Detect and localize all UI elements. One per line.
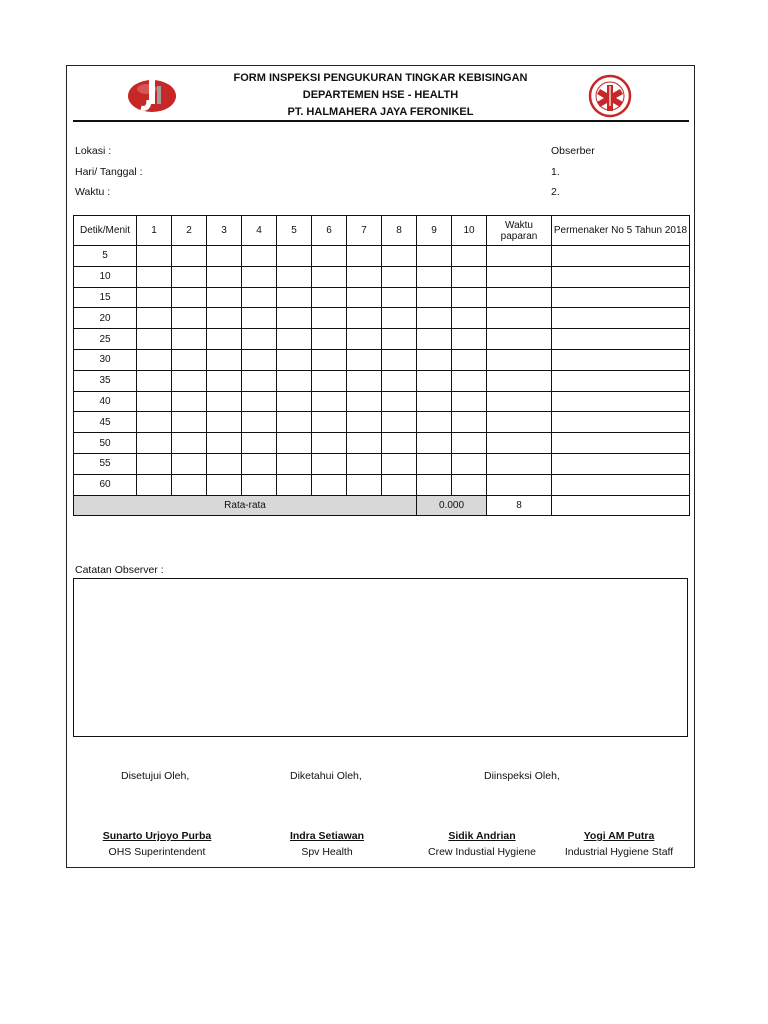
measurement-cell[interactable] — [242, 308, 277, 329]
measurement-cell[interactable] — [207, 474, 242, 495]
measurement-cell[interactable] — [417, 266, 452, 287]
measurement-cell[interactable] — [277, 433, 312, 454]
measurement-cell[interactable] — [312, 474, 347, 495]
acknowledged-by-label: Diketahui Oleh, — [290, 770, 362, 782]
table-row — [74, 370, 690, 391]
measurement-cell[interactable] — [417, 474, 452, 495]
measurement-cell[interactable] — [207, 433, 242, 454]
measurement-cell[interactable] — [347, 474, 382, 495]
measurement-cell[interactable] — [487, 349, 552, 370]
row-interval: 50 — [74, 433, 137, 454]
measurement-cell[interactable] — [417, 453, 452, 474]
measurement-cell[interactable] — [382, 266, 417, 287]
first-aid-emblem-icon — [587, 74, 633, 118]
table-row — [74, 308, 690, 329]
measurement-cell[interactable] — [277, 349, 312, 370]
approved-by-label: Disetujui Oleh, — [121, 770, 190, 782]
measurement-cell[interactable] — [137, 308, 172, 329]
measurement-cell[interactable] — [347, 453, 382, 474]
measurement-cell[interactable] — [137, 329, 172, 350]
row-interval: 60 — [74, 474, 137, 495]
measurement-cell[interactable] — [382, 474, 417, 495]
department-title: DEPARTEMEN HSE - HEALTH — [302, 89, 459, 101]
measurement-cell[interactable] — [452, 433, 487, 454]
measurement-cell[interactable] — [312, 329, 347, 350]
row-interval: 45 — [74, 412, 137, 433]
measurement-cell[interactable] — [382, 287, 417, 308]
measurement-table — [73, 215, 690, 516]
header-divider — [73, 120, 689, 122]
signer-name: Yogi AM Putra — [583, 830, 655, 842]
col-minute: 1 — [137, 216, 172, 246]
measurement-cell[interactable] — [207, 370, 242, 391]
measurement-cell[interactable] — [312, 246, 347, 267]
row-interval: 10 — [74, 266, 137, 287]
average-label: Rata-rata — [74, 495, 417, 516]
measurement-cell[interactable] — [242, 453, 277, 474]
observer-1: 1. — [551, 166, 560, 178]
signer-name: Sidik Andrian — [448, 830, 516, 842]
measurement-cell[interactable] — [242, 349, 277, 370]
measurement-cell[interactable] — [452, 308, 487, 329]
inspection-form — [66, 65, 695, 868]
measurement-cell[interactable] — [137, 287, 172, 308]
measurement-cell[interactable] — [172, 266, 207, 287]
measurement-cell[interactable] — [382, 349, 417, 370]
form-title: FORM INSPEKSI PENGUKURAN TINGKAR KEBISINGAN — [233, 72, 528, 84]
measurement-cell[interactable] — [242, 370, 277, 391]
measurement-cell[interactable] — [552, 370, 690, 391]
row-interval: 25 — [74, 329, 137, 350]
measurement-cell[interactable] — [552, 391, 690, 412]
average-value: 0.000 — [417, 495, 487, 516]
measurement-cell[interactable] — [172, 308, 207, 329]
measurement-cell[interactable] — [382, 329, 417, 350]
measurement-cell[interactable] — [312, 433, 347, 454]
measurement-cell[interactable] — [172, 349, 207, 370]
measurement-cell[interactable] — [137, 349, 172, 370]
measurement-cell[interactable] — [312, 453, 347, 474]
table-header-row — [74, 216, 690, 246]
measurement-cell[interactable] — [382, 412, 417, 433]
measurement-cell[interactable] — [137, 266, 172, 287]
measurement-cell[interactable] — [487, 391, 552, 412]
measurement-cell[interactable] — [137, 474, 172, 495]
signature-block — [87, 830, 227, 858]
measurement-cell[interactable] — [242, 266, 277, 287]
measurement-cell[interactable] — [487, 453, 552, 474]
col-minute: 2 — [172, 216, 207, 246]
measurement-cell[interactable] — [207, 287, 242, 308]
measurement-cell[interactable] — [347, 412, 382, 433]
measurement-cell[interactable] — [487, 474, 552, 495]
signer-title: Industrial Hygiene Staff — [564, 846, 674, 858]
signature-block — [257, 830, 397, 858]
measurement-cell[interactable] — [417, 246, 452, 267]
measurement-cell[interactable] — [552, 349, 690, 370]
measurement-cell[interactable] — [452, 474, 487, 495]
row-interval: 15 — [74, 287, 137, 308]
table-row — [74, 453, 690, 474]
row-interval: 35 — [74, 370, 137, 391]
table-row — [74, 266, 690, 287]
measurement-cell[interactable] — [277, 391, 312, 412]
measurement-cell[interactable] — [452, 266, 487, 287]
measurement-cell[interactable] — [242, 287, 277, 308]
measurement-cell[interactable] — [137, 391, 172, 412]
measurement-cell[interactable] — [552, 246, 690, 267]
row-interval: 55 — [74, 453, 137, 474]
table-row — [74, 246, 690, 267]
measurement-cell[interactable] — [452, 246, 487, 267]
measurement-cell[interactable] — [137, 370, 172, 391]
measurement-cell[interactable] — [207, 349, 242, 370]
row-interval: 40 — [74, 391, 137, 412]
col-minute: 4 — [242, 216, 277, 246]
table-row — [74, 349, 690, 370]
measurement-cell[interactable] — [487, 266, 552, 287]
measurement-cell[interactable] — [312, 266, 347, 287]
notes-label: Catatan Observer : — [75, 564, 164, 576]
measurement-cell[interactable] — [172, 474, 207, 495]
measurement-cell[interactable] — [277, 287, 312, 308]
lokasi-label: Lokasi : — [75, 145, 112, 157]
measurement-cell[interactable] — [277, 246, 312, 267]
col-minute: 6 — [312, 216, 347, 246]
signer-name: Sunarto Urjoyo Purba — [102, 830, 212, 842]
measurement-cell[interactable] — [277, 308, 312, 329]
hari-tanggal-label: Hari/ Tanggal : — [75, 166, 143, 178]
measurement-cell[interactable] — [347, 433, 382, 454]
measurement-cell[interactable] — [172, 287, 207, 308]
col-minute: 9 — [417, 216, 452, 246]
table-body — [74, 246, 690, 496]
col-detik-menit: Detik/Menit — [74, 216, 137, 246]
measurement-cell[interactable] — [172, 246, 207, 267]
measurement-cell[interactable] — [242, 412, 277, 433]
measurement-cell[interactable] — [277, 370, 312, 391]
measurement-cell[interactable] — [487, 370, 552, 391]
row-interval: 5 — [74, 246, 137, 267]
measurement-cell[interactable] — [487, 287, 552, 308]
row-interval: 20 — [74, 308, 137, 329]
measurement-cell[interactable] — [382, 370, 417, 391]
measurement-cell[interactable] — [312, 287, 347, 308]
measurement-cell[interactable] — [207, 391, 242, 412]
measurement-cell[interactable] — [417, 370, 452, 391]
measurement-cell[interactable] — [382, 391, 417, 412]
measurement-cell[interactable] — [347, 266, 382, 287]
measurement-cell[interactable] — [277, 453, 312, 474]
measurement-cell[interactable] — [487, 329, 552, 350]
measurement-cell[interactable] — [417, 391, 452, 412]
signer-title: Spv Health — [301, 846, 353, 858]
measurement-cell[interactable] — [347, 370, 382, 391]
measurement-cell[interactable] — [312, 370, 347, 391]
measurement-cell[interactable] — [242, 433, 277, 454]
measurement-cell[interactable] — [242, 329, 277, 350]
measurement-cell[interactable] — [312, 412, 347, 433]
signature-block — [549, 830, 689, 858]
measurement-cell[interactable] — [552, 308, 690, 329]
measurement-cell[interactable] — [277, 474, 312, 495]
company-title: PT. HALMAHERA JAYA FERONIKEL — [287, 106, 474, 118]
measurement-cell[interactable] — [172, 370, 207, 391]
measurement-cell[interactable] — [242, 391, 277, 412]
measurement-cell[interactable] — [172, 329, 207, 350]
waktu-label: Waktu : — [75, 186, 111, 198]
measurement-cell[interactable] — [382, 308, 417, 329]
table-row — [74, 474, 690, 495]
measurement-cell[interactable] — [552, 329, 690, 350]
measurement-cell[interactable] — [312, 349, 347, 370]
measurement-cell[interactable] — [172, 412, 207, 433]
measurement-cell[interactable] — [417, 349, 452, 370]
row-interval: 30 — [74, 349, 137, 370]
col-permenaker: Permenaker No 5 Tahun 2018 — [552, 216, 690, 246]
measurement-cell[interactable] — [207, 453, 242, 474]
measurement-cell[interactable] — [172, 453, 207, 474]
measurement-cell[interactable] — [277, 412, 312, 433]
measurement-cell[interactable] — [552, 433, 690, 454]
measurement-cell[interactable] — [172, 391, 207, 412]
table-row — [74, 412, 690, 433]
measurement-cell[interactable] — [207, 412, 242, 433]
measurement-cell[interactable] — [452, 329, 487, 350]
measurement-cell[interactable] — [172, 433, 207, 454]
measurement-cell[interactable] — [242, 246, 277, 267]
table-row — [74, 329, 690, 350]
measurement-cell[interactable] — [452, 370, 487, 391]
measurement-cell[interactable] — [417, 412, 452, 433]
measurement-cell[interactable] — [452, 287, 487, 308]
average-row — [74, 495, 690, 516]
measurement-cell[interactable] — [312, 308, 347, 329]
measurement-cell[interactable] — [137, 453, 172, 474]
table-row — [74, 391, 690, 412]
measurement-cell[interactable] — [552, 266, 690, 287]
measurement-cell[interactable] — [137, 412, 172, 433]
measurement-cell[interactable] — [382, 433, 417, 454]
measurement-cell[interactable] — [417, 308, 452, 329]
measurement-cell[interactable] — [382, 453, 417, 474]
measurement-cell[interactable] — [207, 329, 242, 350]
signer-title: OHS Superintendent — [108, 846, 206, 858]
measurement-cell[interactable] — [552, 287, 690, 308]
average-permen — [552, 495, 690, 516]
col-minute: 10 — [452, 216, 487, 246]
measurement-cell[interactable] — [137, 246, 172, 267]
measurement-cell[interactable] — [452, 453, 487, 474]
measurement-cell[interactable] — [207, 266, 242, 287]
signer-name: Indra Setiawan — [289, 830, 365, 842]
measurement-cell[interactable] — [417, 433, 452, 454]
measurement-cell[interactable] — [452, 412, 487, 433]
measurement-cell[interactable] — [487, 433, 552, 454]
col-minute: 3 — [207, 216, 242, 246]
measurement-cell[interactable] — [552, 412, 690, 433]
inspected-by-label: Diinspeksi Oleh, — [484, 770, 560, 782]
measurement-cell[interactable] — [452, 391, 487, 412]
measurement-cell[interactable] — [417, 287, 452, 308]
average-waktu: 8 — [487, 495, 552, 516]
measurement-cell[interactable] — [207, 246, 242, 267]
notes-box[interactable] — [73, 578, 688, 737]
measurement-cell[interactable] — [417, 329, 452, 350]
observer-2: 2. — [551, 186, 560, 198]
col-waktu-paparan: Waktu paparan — [487, 216, 552, 246]
measurement-cell[interactable] — [137, 433, 172, 454]
measurement-cell[interactable] — [347, 391, 382, 412]
measurement-cell[interactable] — [347, 308, 382, 329]
table-row — [74, 433, 690, 454]
measurement-cell[interactable] — [347, 329, 382, 350]
measurement-cell[interactable] — [487, 246, 552, 267]
col-minute: 5 — [277, 216, 312, 246]
measurement-cell[interactable] — [277, 266, 312, 287]
col-minute: 8 — [382, 216, 417, 246]
measurement-cell[interactable] — [382, 246, 417, 267]
measurement-cell[interactable] — [487, 412, 552, 433]
table-row — [74, 287, 690, 308]
measurement-cell[interactable] — [347, 246, 382, 267]
signer-title: Crew Industial Hygiene — [428, 846, 536, 858]
measurement-cell[interactable] — [347, 349, 382, 370]
measurement-cell[interactable] — [552, 453, 690, 474]
measurement-cell[interactable] — [452, 349, 487, 370]
measurement-cell[interactable] — [552, 474, 690, 495]
signature-block — [412, 830, 552, 858]
measurement-cell[interactable] — [487, 308, 552, 329]
measurement-cell[interactable] — [277, 329, 312, 350]
measurement-cell[interactable] — [347, 287, 382, 308]
measurement-cell[interactable] — [312, 391, 347, 412]
col-minute: 7 — [347, 216, 382, 246]
observer-label: Obserber — [551, 145, 595, 157]
measurement-cell[interactable] — [207, 308, 242, 329]
measurement-cell[interactable] — [242, 474, 277, 495]
